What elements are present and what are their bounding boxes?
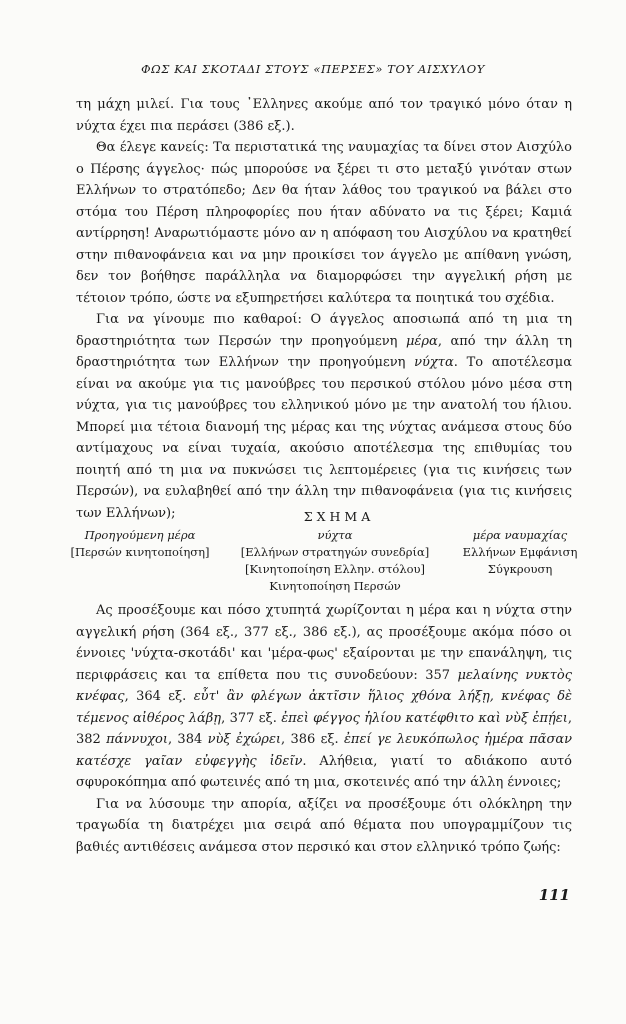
greek-quote: νὺξ ἐχώρει [207,732,282,747]
column-line: [Ελλήνων στρατηγών συνεδρία] [240,545,430,559]
text-span: , 382 [76,710,573,747]
text-span: Ας προσέξουμε και πόσο χτυπητά χωρίζονται η μέρα και η νύχτα στην αγγελική ρήση (364 εξ., 377 εξ., 386 εξ.), ας προσέξουμε ακόμα πόσο οι έννοιες 'νύχτα-σκοτάδι' και 'μέρα-φως' εξαίρονται με την επανάληψη, τις περιφράσεις και τα επίθετα που τις συνοδεύουν: 357 [76,603,572,683]
emphasis-nychta: νύχτα [414,355,454,370]
column-header: Προηγούμενη μέρα [84,528,196,542]
paragraph-5: Για να λύσουμε την απορία, αξίζει να προσέξουμε ότι ολόκληρη την τραγωδία τη διατρέχει μια σειρά από θέματα που υπογραμμίζουν τις βαθιές αντιθέσεις ανάμεσα στον περσικό και στον ελληνικό τρόπο ζωής: [76,796,572,855]
schema-column-night [220,527,450,595]
text-span: , 384 [167,732,208,747]
text-span: . Το αποτέλεσμα είναι να ακούμε για τις μανούβρες του περσικού στόλου μόνο μέσα στη νύχτα, για τις μανούβρες του ελληνικού μόνο με την ανατολή του ήλιου. Μπορεί μια τέτοια διανομή της μέρας και της νύχτας ανάμεσα στους δύο αντίμαχους να είναι τυχαία, ακούσιο αποτέλεσμα της επιθυμίας του ποιητή από τη μια να πυκνώσει τις λεπτομέρειες (για τις κινήσεις των Περσών), να ευλαβηθεί από την άλλη την πιθανοφάνεια (για τις κινήσεις των Ελλήνων); [76,355,572,521]
paragraph-1: τη μάχη μιλεί. Για τους ᾿Ελληνες ακούμε από τον τραγικό μόνο όταν η νύχτα έχει πια περάσει (386 εξ.). [76,97,572,134]
body-text-top [76,94,572,524]
column-header: μέρα ναυμαχίας [472,528,568,542]
schema-columns [60,527,590,597]
greek-quote: πάννυχοι [106,732,168,747]
paragraph-4 [76,600,572,794]
schema-column-battle-day [435,527,605,578]
column-line: Σύγκρουση [487,562,553,576]
schema-title: ΣΧΗΜΑ [303,509,375,524]
column-line: [Κινητοποίηση Ελλην. στόλου] [244,562,426,576]
greek-quote: ἐπεὶ φέγγος ἡλίου κατέφθιτο καὶ νὺξ ἐπῄει [281,710,568,726]
column-header: νύχτα [317,528,353,542]
schema-column-previous-day [60,527,220,561]
greek-quote: ἐπεί γε λευκόπωλος ἡμέρα πᾶσαν κατέσχε γαῖαν εὐφεγγὴς ἰδεῖν [76,732,573,769]
running-head: ΦΩΣ ΚΑΙ ΣΚΟΤΑΔΙ ΣΤΟΥΣ «ΠΕΡΣΕΣ» ΤΟΥ ΑΙΣΧΥΛΟΥ [141,62,485,76]
column-line: Κινητοποίηση Περσών [269,579,401,593]
text-span: . Αλήθεια, γιατί το αδιάκοπο αυτό σφυροκόπημα από φωτεινές από τη μια, σκοτεινές από την άλλη έννοιες; [76,753,572,790]
text-span: , 364 εξ. [124,689,194,704]
greek-quote: εὖτ' ἂν φλέγων ἀκτῖσιν ἥλιος χθόνα λήξῃ, κνέφας δὲ τέμενος αἰθέρος λάβῃ [76,689,572,726]
text-span: , από την άλλη τη δραστηριότητα των Ελλήνων την προηγούμενη [76,333,572,370]
column-line: [Περσών κινητοποίηση] [70,545,210,559]
paragraph-2: Θα έλεγε κανείς: Τα περιστατικά της ναυμαχίας τα δίνει στον Αισχύλο ο Πέρσης άγγελος· πώς μπορούσε να ξέρει τι στο μεταξύ γινόταν στων Ελλήνων το στρατόπεδο; Δεν θα ήταν λάθος του τραγικού να βάλει στο στόμα του Πέρση πληροφορίες που ήταν αδύνατο να τις ξέρει; Καμιά αντίρρηση! Αναρωτιόμαστε μόνο αν η απόφαση του Αισχύλου να κρατηθεί στην πιθανοφάνεια και να μην προικίσει τον άγγελο με απίθανη γνώση, δεν τον βοήθησε παράλληλα να διαμορφώσει την αγγελική ρήση με τέτοιον τρόπο, ώστε να εξυπηρετήσει καλύτερα τα ποιητικά του σχέδια. [76,140,572,306]
emphasis-mera: μέρα [405,333,438,349]
greek-quote: μελαίνης νυκτὸς κνέφας [76,667,573,704]
schema-table [60,508,590,597]
column-line: Ελλήνων Εμφάνιση [462,545,578,559]
page-number: 111 [538,886,570,904]
text-span: Για να γίνουμε πιο καθαροί: Ο άγγελος αποσιωπά από τη μια τη δραστηριότητα των Περσών την προηγούμενη [76,312,572,349]
paragraph-3 [76,309,572,524]
text-span: , 386 εξ. [281,732,344,747]
text-span: , 377 εξ. [221,710,282,726]
body-text-bottom [76,600,572,858]
